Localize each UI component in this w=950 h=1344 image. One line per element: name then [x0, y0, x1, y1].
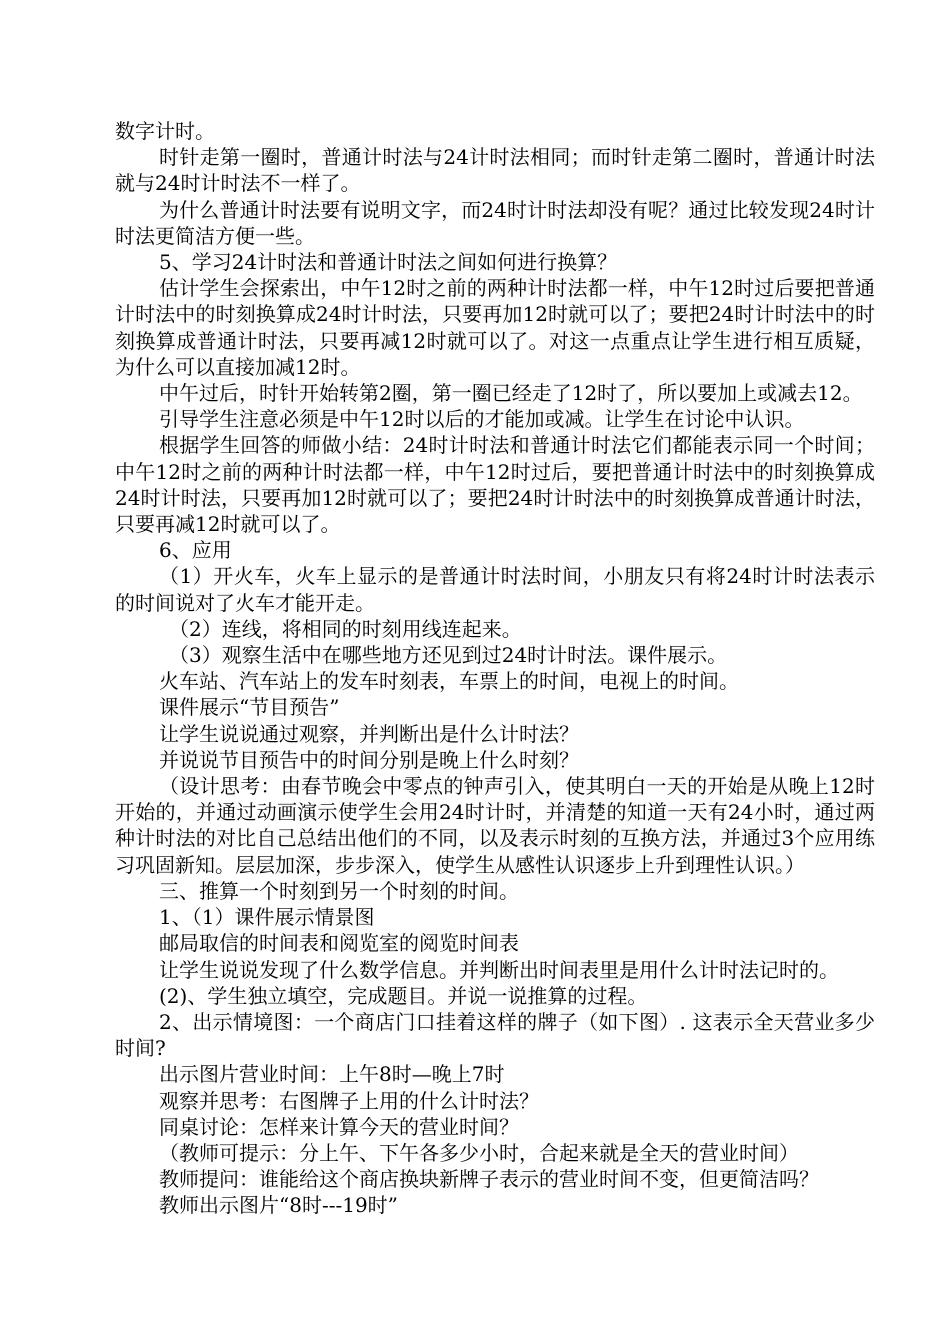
- paragraph: 教师出示图片“8时---19时”: [159, 1193, 398, 1218]
- paragraph: 根据学生回答的师做小结：24时计时法和普通计时法它们都能表示同一个时间；中午12时之前的两种计时法都一样，中午12时过后，要把普通计时法中的时刻换算成24时计时法，只要再加12时就可以了；要把24时计时法中的时刻换算成普通计时法，只要再减12时就可以了。: [115, 433, 875, 537]
- paragraph: (2)、学生独立填空，完成题目。并说一说推算的过程。: [159, 983, 648, 1008]
- paragraph: 让学生说说发现了什么数学信息。并判断出时间表里是用什么计时法记时的。: [159, 957, 839, 982]
- paragraph: （1）开火车，火车上显示的是普通计时法时间，小朋友只有将24时计时法表示的时间说对了火车才能开走。: [115, 564, 875, 615]
- section-heading: 6、应用: [159, 538, 232, 563]
- document-page: [115, 118, 875, 1219]
- paragraph: （2）连线，将相同的时刻用线连起来。: [169, 616, 522, 641]
- paragraph: 火车站、汽车站上的发车时刻表，车票上的时间，电视上的时间。: [159, 669, 739, 694]
- paragraph: 课件展示“节目预告”: [159, 695, 340, 720]
- section-heading: 5、学习24计时法和普通计时法之间如何进行换算？: [159, 250, 618, 275]
- paragraph: （教师可提示：分上午、下午各多少小时，合起来就是全天的营业时间）: [159, 1140, 799, 1165]
- paragraph: 为什么普通计时法要有说明文字，而24时计时法却没有呢？通过比较发现24时计时法更简洁方便一些。: [115, 197, 875, 248]
- paragraph: 并说说节目预告中的时间分别是晚上什么时刻？: [159, 747, 579, 772]
- paragraph: （设计思考：由春节晚会中零点的钟声引入，使其明白一天的开始是从晚上12时开始的，并通过动画演示使学生会用24时计时，并清楚的知道一天有24小时，通过两种计时法的对比自己总结出他们的不同，以及表示时刻的互换方法，并通过3个应用练习巩固新知。层层加深，步步深入，使学生从感性认识逐步上升到理性认识。）: [115, 774, 875, 877]
- paragraph: 引导学生注意必须是中午12时以后的才能加或减。让学生在讨论中认识。: [159, 407, 805, 432]
- paragraph: 教师提问：谁能给这个商店换块新牌子表示的营业时间不变，但更简洁吗？: [159, 1167, 819, 1192]
- paragraph: 观察并思考：右图牌子上用的什么计时法？: [159, 1088, 539, 1113]
- paragraph: 时针走第一圈时，普通计时法与24计时法相同；而时针走第二圈时，普通计时法就与24时计时法不一样了。: [115, 145, 875, 196]
- paragraph: 1、（1）课件展示情景图: [159, 905, 375, 930]
- paragraph: 出示图片营业时间：上午8时—晚上7时: [159, 1062, 505, 1087]
- paragraph: 邮局取信的时间表和阅览室的阅览时间表: [159, 931, 519, 956]
- section-heading: 三、推算一个时刻到另一个时刻的时间。: [159, 878, 519, 903]
- paragraph: 中午过后，时针开始转第2圈，第一圈已经走了12时了，所以要加上或减去12。: [159, 381, 863, 406]
- paragraph: 让学生说说通过观察，并判断出是什么计时法？: [159, 721, 579, 746]
- paragraph: 数字计时。: [115, 119, 215, 143]
- paragraph: （3）观察生活中在哪些地方还见到过24时计时法。课件展示。: [169, 643, 728, 668]
- paragraph: 同桌讨论：怎样来计算今天的营业时间？: [159, 1114, 519, 1139]
- paragraph: 估计学生会探索出，中午12时之前的两种计时法都一样，中午12时过后要把普通计时法中的时刻换算成24时计时法，只要再加12时就可以了；要把24时计时法中的时刻换算成普通计时法，只要再减12时就可以了。对这一点重点让学生进行相互质疑，为什么可以直接加减12时。: [115, 276, 875, 379]
- paragraph: 2、出示情境图：一个商店门口挂着这样的牌子（如下图）. 这表示全天营业多少时间?: [115, 1009, 875, 1061]
